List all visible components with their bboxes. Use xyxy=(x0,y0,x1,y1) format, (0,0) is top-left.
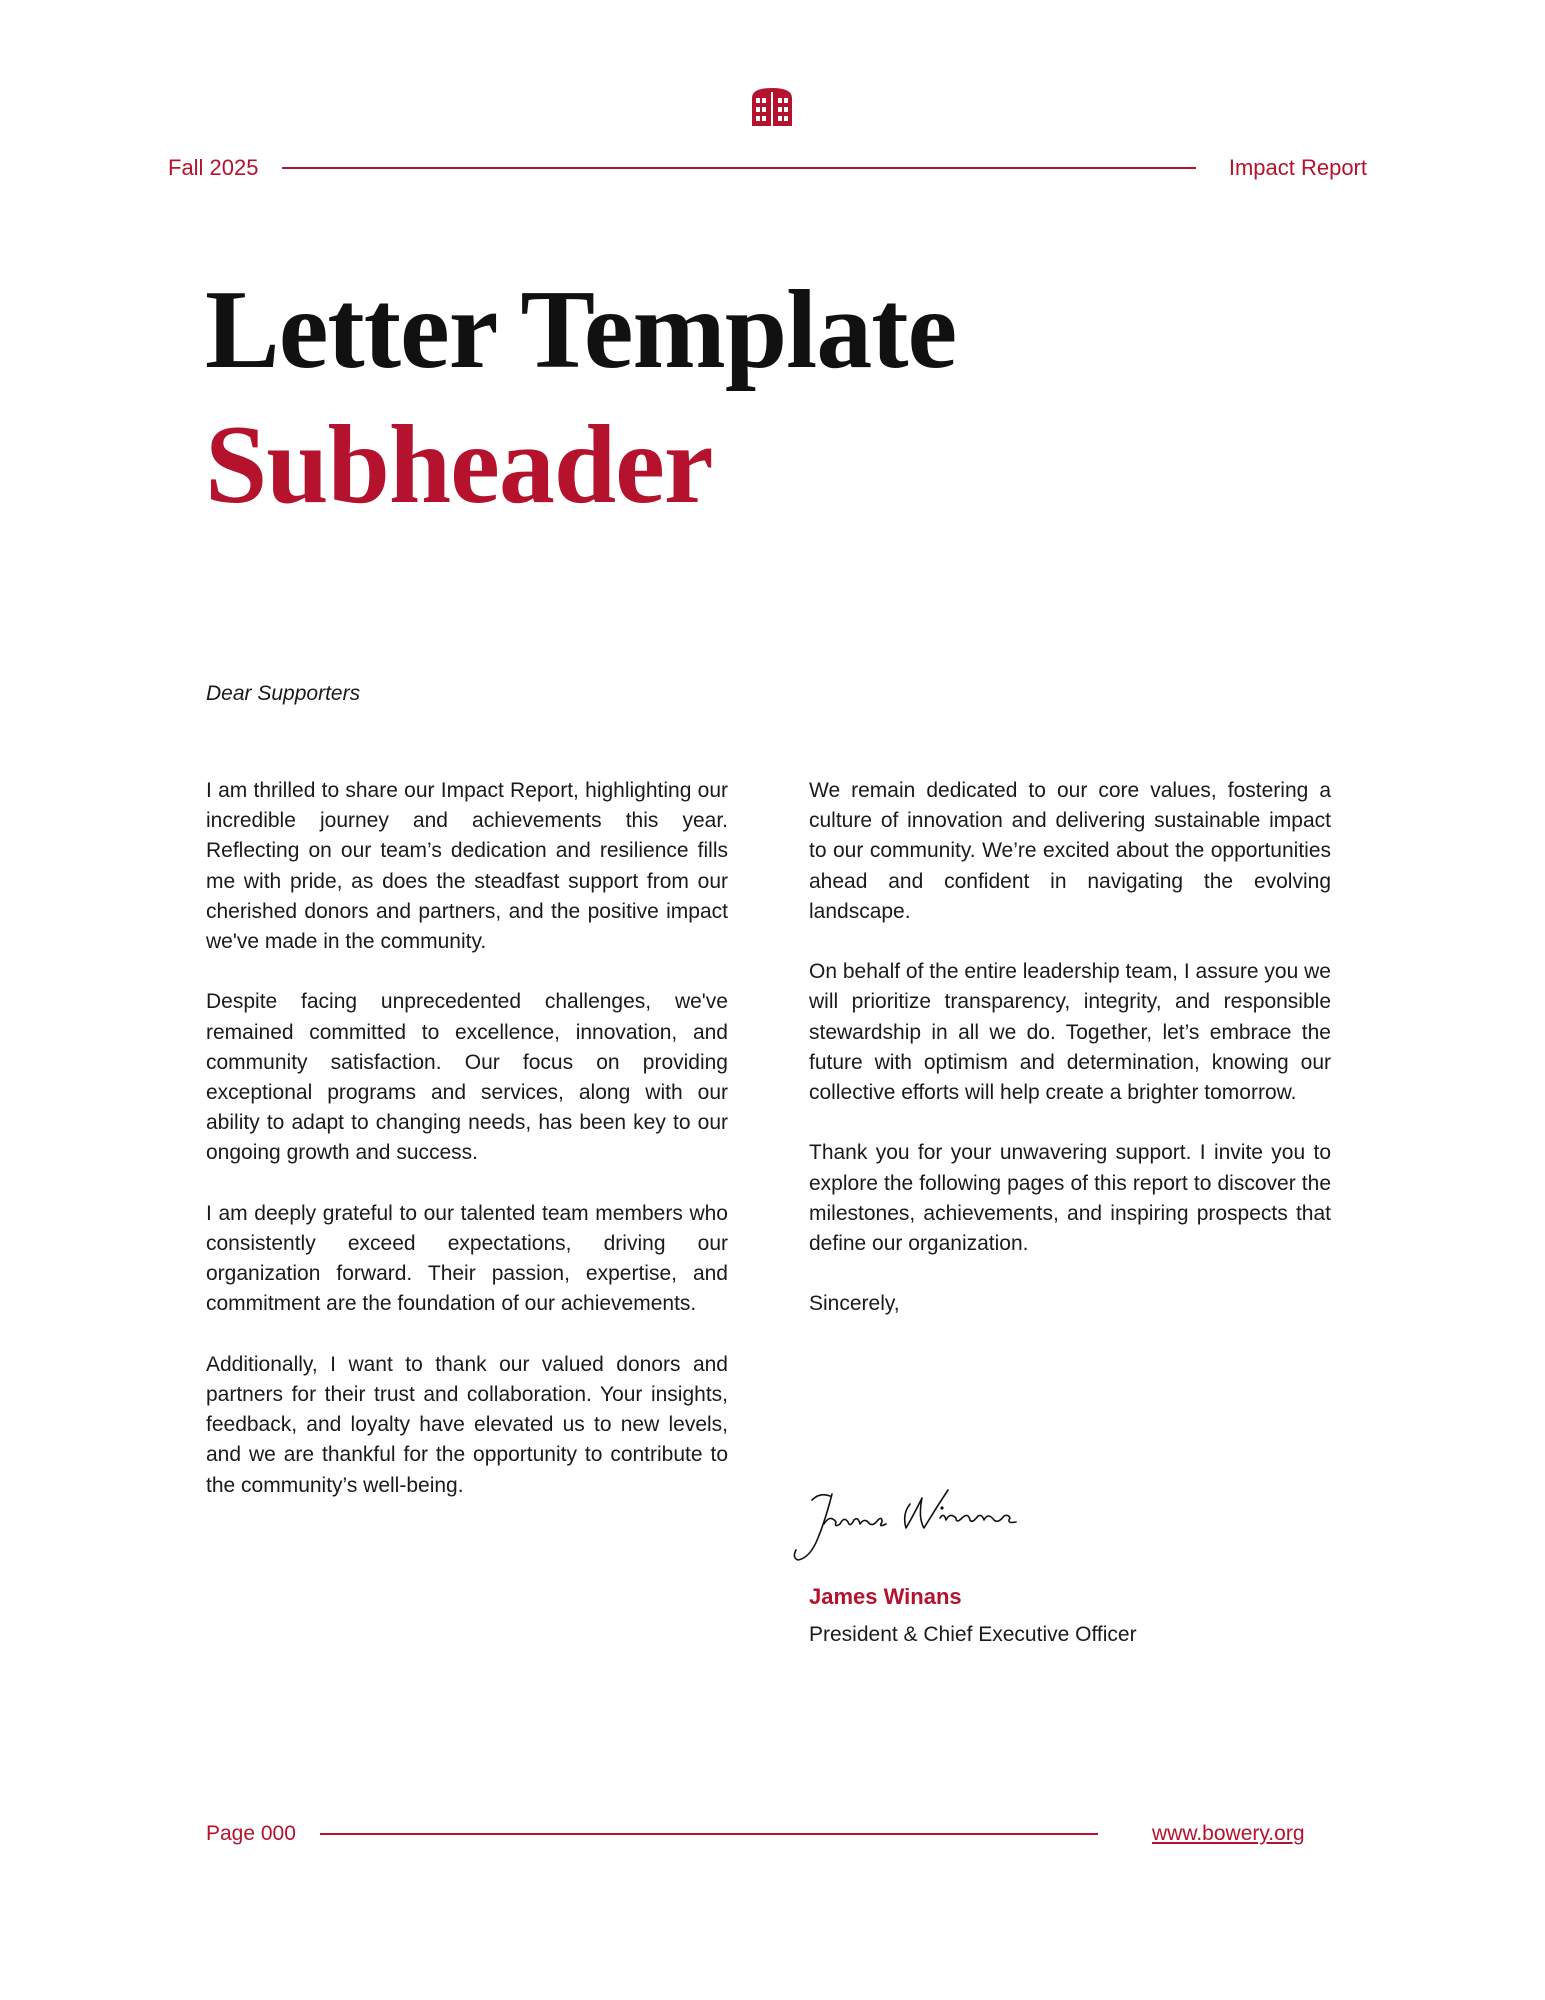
paragraph: I am deeply grateful to our talented team members who consistently exceed expectations, driving our organization forward. Their passion, expertise, and commitment are the foundation of our achievements. xyxy=(206,1201,728,1316)
letter-column-right xyxy=(809,776,1331,1350)
letter-column-left xyxy=(206,776,728,1531)
paragraph: On behalf of the entire leadership team, I assure you we will prioritize transparency, integrity, and responsible stewardship in all we do. Together, let’s embrace the future with optimism and determination, knowing our collective efforts will help create a brighter tomorrow. xyxy=(809,960,1331,1105)
page-subtitle: Subheader xyxy=(205,403,713,527)
website-link[interactable]: www.bowery.org xyxy=(1152,1822,1305,1845)
building-doors-icon xyxy=(750,84,794,128)
signer-name: James Winans xyxy=(809,1584,962,1609)
closing: Sincerely, xyxy=(809,1292,900,1316)
page-title: Letter Template xyxy=(205,268,957,392)
paragraph: Despite facing unprecedented challenges, we've remained committed to excellence, innovation, and community satisfaction. Our focus on providing exceptional programs and services, along with our ability to adapt to changing needs, has been key to our ongoing growth and success. xyxy=(206,990,728,1165)
salutation: Dear Supporters xyxy=(206,682,361,705)
paragraph: I am thrilled to share our Impact Report, highlighting our incredible journey and achievements this year. Reflecting on our team’s dedication and resilience fills me with pride, as does the steadfast support from our cherished donors and partners, and the positive impact we've made in the community. xyxy=(206,779,728,954)
paragraph: Additionally, I want to thank our valued donors and partners for their trust and collaboration. Your insights, feedback, and loyalty have elevated us to new levels, and we are thankful for the opportunity to contribute to the community’s well-being. xyxy=(206,1352,728,1497)
page-number: Page 000 xyxy=(206,1822,296,1845)
footer-divider xyxy=(320,1833,1098,1835)
header-report-name: Impact Report xyxy=(1228,155,1367,180)
header-season: Fall 2025 xyxy=(168,155,259,180)
paragraph: We remain dedicated to our core values, fostering a culture of innovation and delivering sustainable impact to our community. We’re excited about the opportunities ahead and confident in navigating the evolving landscape. xyxy=(809,779,1331,923)
paragraph: Thank you for your unwavering support. I invite you to explore the following pages of this report to discover the milestones, achievements, and inspiring prospects that define our organization. xyxy=(809,1141,1331,1256)
handwritten-signature xyxy=(790,1478,1050,1568)
header-divider xyxy=(282,167,1196,169)
signer-title: President & Chief Executive Officer xyxy=(809,1623,1137,1646)
